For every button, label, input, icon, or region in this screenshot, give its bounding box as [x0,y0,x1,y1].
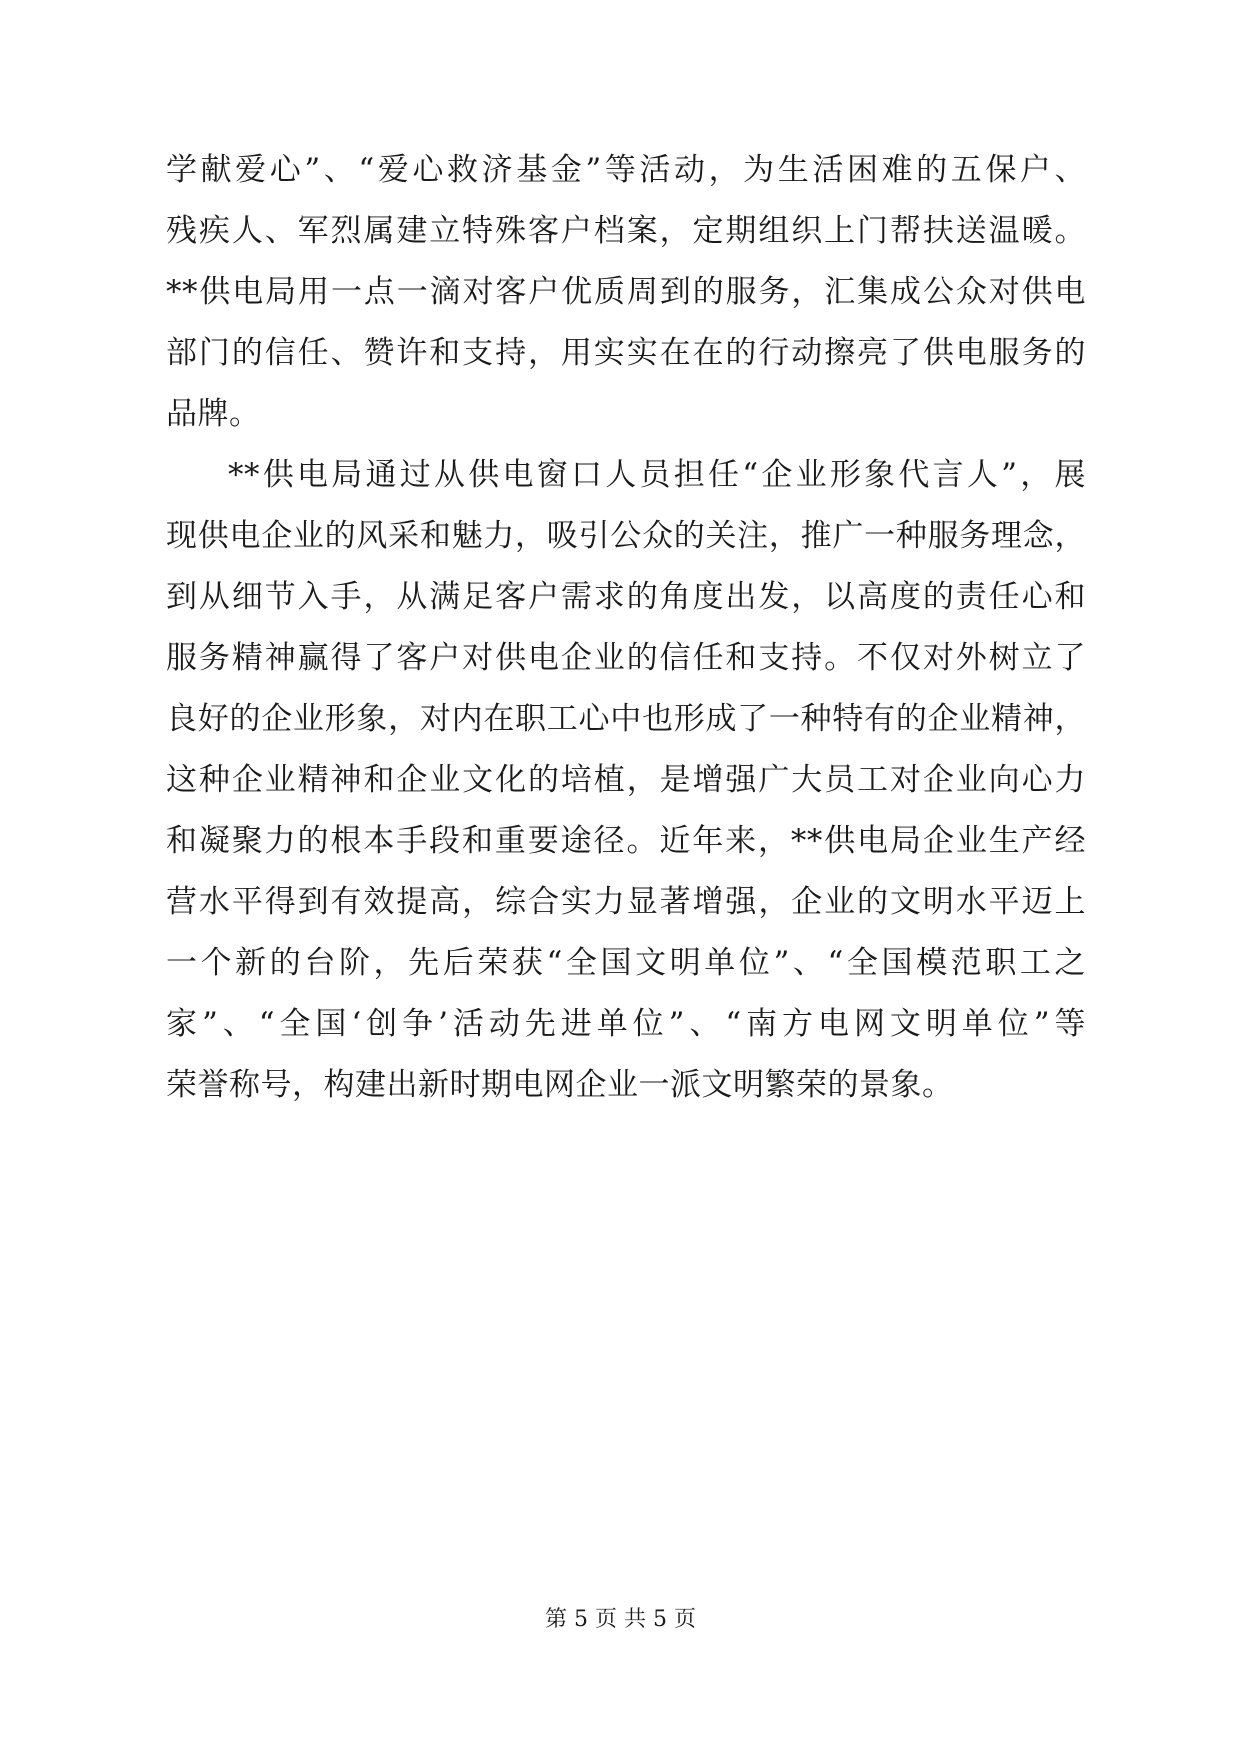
body-text [166,140,1086,1116]
paragraph-line: 良好的企业形象，对内在职工心中也形成了一种特有的企业精神， [166,701,1086,737]
paragraph-line: 服务精神赢得了客户对供电企业的信任和支持。不仅对外树立了 [166,640,1086,676]
page-footer [0,1605,1241,1635]
paragraph-line: 现供电企业的风采和魅力，吸引公众的关注，推广一种服务理念， [166,518,1086,554]
paragraph-line: 一个新的台阶，先后荣获“全国文明单位”、“全国模范职工之 [166,945,1086,981]
paragraph-line: 到从细节入手，从满足客户需求的角度出发，以高度的责任心和 [166,579,1086,615]
paragraph-line: 残疾人、军烈属建立特殊客户档案，定期组织上门帮扶送温暖。 [166,213,1086,249]
paragraph-line: 营水平得到有效提高，综合实力显著增强，企业的文明水平迈上 [166,884,1086,920]
paragraph-line: 荣誉称号，构建出新时期电网企业一派文明繁荣的景象。 [166,1067,954,1103]
paragraph-1 [166,140,1086,445]
paragraph-2 [166,445,1086,1116]
paragraph-line: **供电局通过从供电窗口人员担任“企业形象代言人”，展 [228,457,1086,493]
paragraph-line: 品牌。 [166,396,261,432]
paragraph-line: 部门的信任、赞许和支持，用实实在在的行动擦亮了供电服务的 [166,335,1086,371]
paragraph-line: 和凝聚力的根本手段和重要途径。近年来，**供电局企业生产经 [166,823,1086,859]
paragraph-line: 这种企业精神和企业文化的培植，是增强广大员工对企业向心力 [166,762,1086,798]
paragraph-line: 学献爱心”、“爱心救济基金”等活动，为生活困难的五保户、 [166,152,1086,188]
paragraph-line: **供电局用一点一滴对客户优质周到的服务，汇集成公众对供电 [166,274,1086,310]
page-number: 第 5 页 共 5 页 [545,1607,696,1632]
paragraph-line: 家”、“全国‘创争’活动先进单位”、“南方电网文明单位”等 [166,1006,1086,1042]
